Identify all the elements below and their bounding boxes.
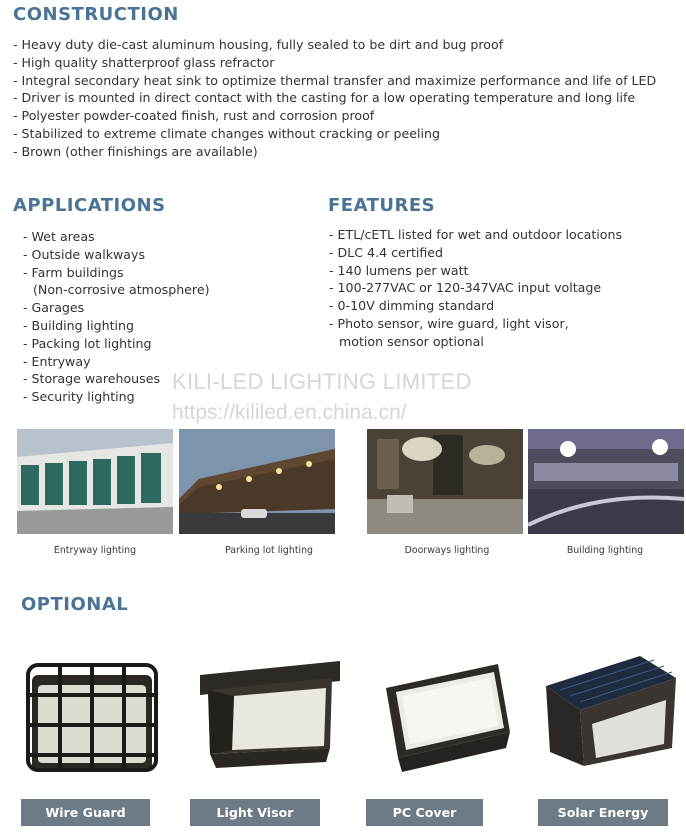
features-item-continuation: motion sensor optional [339, 333, 484, 349]
optional-heading: OPTIONAL [21, 594, 129, 615]
applications-item: - Storage warehouses [23, 371, 161, 387]
applications-item: - Wet areas [23, 229, 95, 244]
wire-guard-button[interactable]: Wire Guard [21, 799, 150, 826]
construction-item: - Heavy duty die-cast aluminum housing, fully sealed to be dirt and bug proof [13, 37, 504, 52]
building-photo [528, 429, 684, 534]
watermark-url: https://kililed.en.china.cn/ [172, 401, 407, 424]
light-visor-fixture-icon [200, 650, 340, 790]
features-item [329, 333, 622, 351]
applications-item: - Entryway [23, 353, 91, 369]
solar-energy-button[interactable]: Solar Energy [538, 799, 668, 826]
features-item: - 0-10V dimming standard [329, 298, 495, 314]
applications-item: - Outside walkways [23, 246, 146, 262]
storage-units-photo [17, 429, 173, 534]
pc-cover-fixture-icon [378, 648, 518, 788]
features-item: - ETL/cETL listed for wet and outdoor locations [329, 227, 623, 242]
construction-item: - Stabilized to extreme climate changes without cracking or peeling [13, 125, 440, 141]
wire-guard-fixture-icon [20, 645, 160, 785]
photo-caption: Entryway lighting [53, 545, 137, 556]
construction-item: - Brown (other finishings are available) [13, 143, 258, 159]
applications-item-continuation: (Non-corrosive atmosphere) [33, 282, 210, 298]
doorway-photo [367, 429, 523, 534]
applications-item: - Farm buildings [23, 264, 124, 280]
pc-cover-button[interactable]: PC Cover [366, 799, 483, 826]
applications-item: - Security lighting [23, 389, 135, 405]
photo-caption: Doorways lighting [404, 545, 490, 556]
construction-item: - Polyester powder-coated finish, rust and corrosion proof [13, 108, 375, 124]
features-list [329, 226, 622, 351]
watermark-company: KILI-LED LIGHTING LIMITED [172, 369, 472, 394]
applications-item [23, 281, 210, 299]
features-item: - 100-277VAC or 120-347VAC input voltage [329, 280, 602, 296]
applications-item: - Building lighting [23, 317, 135, 333]
construction-item: - High quality shatterproof glass refractor [13, 54, 275, 70]
applications-heading: APPLICATIONS [13, 195, 166, 216]
solar-fixture-icon [540, 648, 680, 788]
photo-caption: Building lighting [566, 545, 644, 556]
features-item: - Photo sensor, wire guard, light visor, [329, 315, 569, 331]
construction-item: - Integral secondary heat sink to optimize thermal transfer and maximize performance and life of LED [13, 72, 657, 88]
features-item: - 140 lumens per watt [329, 262, 469, 278]
features-heading: FEATURES [328, 195, 436, 216]
applications-item: - Garages [23, 300, 85, 316]
construction-list [13, 36, 656, 161]
construction-item: - Driver is mounted in direct contact with the casting for a low operating temperature and long life [13, 90, 636, 106]
features-item: - DLC 4.4 certified [329, 244, 444, 260]
parking-lot-photo [179, 429, 335, 534]
construction-heading: CONSTRUCTION [13, 4, 179, 25]
applications-item: - Packing lot lighting [23, 335, 152, 351]
light-visor-button[interactable]: Light Visor [190, 799, 320, 826]
photo-caption: Parking lot lighting [224, 545, 313, 556]
